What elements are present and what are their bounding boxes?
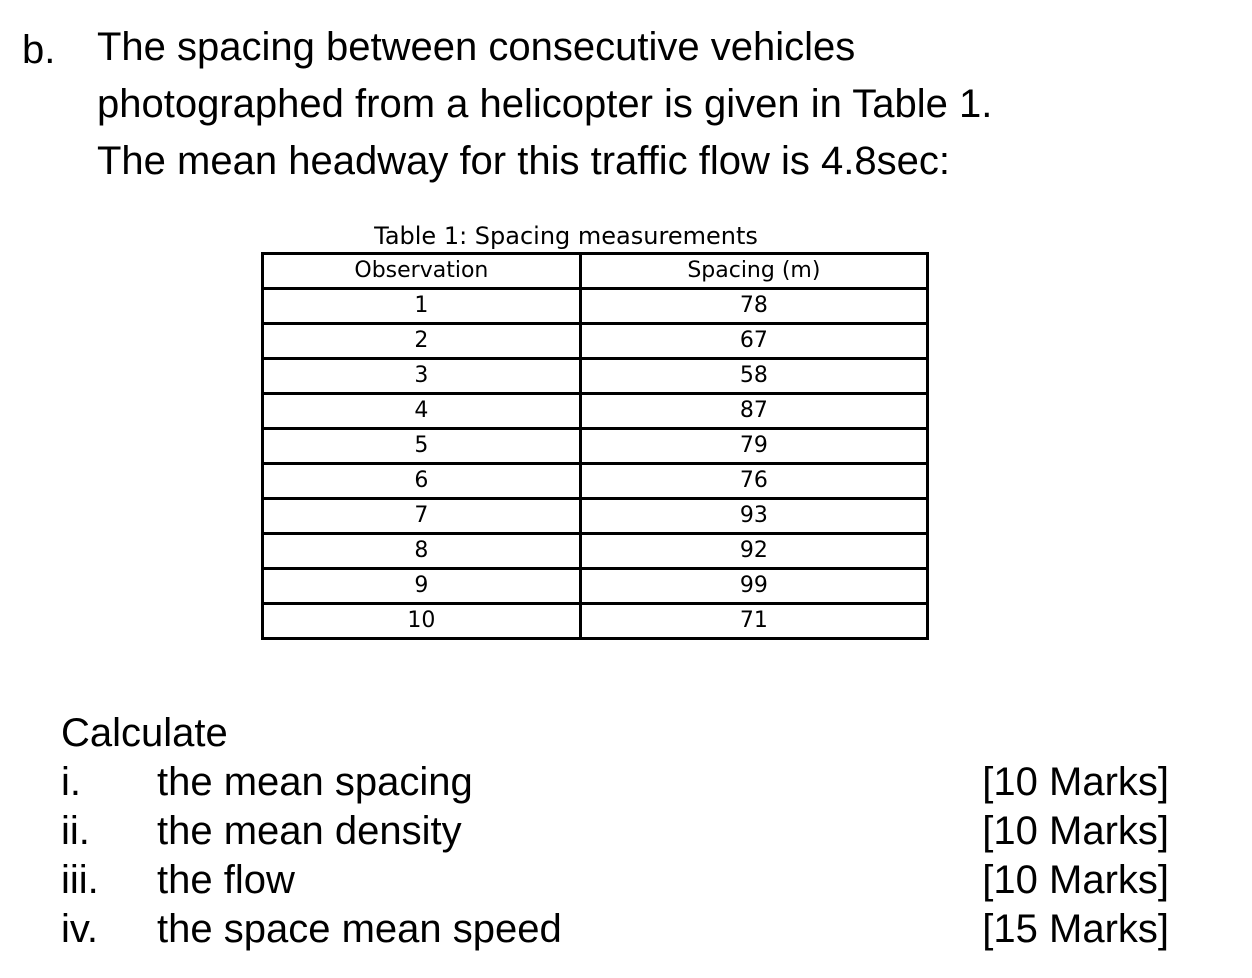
table-row bbox=[263, 429, 928, 464]
item-marks: [10 Marks] bbox=[982, 858, 1169, 902]
item-text: the mean spacing bbox=[157, 760, 473, 804]
table-row bbox=[263, 499, 928, 534]
item-marks: [10 Marks] bbox=[982, 809, 1169, 853]
question-line: The mean headway for this traffic flow is 4.8sec: bbox=[97, 139, 950, 183]
spacing-cell: 99 bbox=[580, 569, 927, 604]
table-row bbox=[263, 324, 928, 359]
spacing-cell: 76 bbox=[580, 464, 927, 499]
item-text: the mean density bbox=[157, 809, 462, 853]
list-item bbox=[61, 807, 1181, 856]
table-row bbox=[263, 604, 928, 639]
item-number: i. bbox=[61, 760, 81, 804]
table-row bbox=[263, 569, 928, 604]
list-item bbox=[61, 758, 1181, 807]
question-line: The spacing between consecutive vehicles bbox=[97, 25, 856, 69]
item-text: the flow bbox=[157, 858, 295, 902]
spacing-cell: 87 bbox=[580, 394, 927, 429]
spacing-cell: 67 bbox=[580, 324, 927, 359]
item-marks: [15 Marks] bbox=[982, 907, 1169, 951]
spacing-cell: 93 bbox=[580, 499, 927, 534]
observation-cell: 5 bbox=[263, 429, 581, 464]
item-text: the space mean speed bbox=[157, 907, 562, 951]
question-label: b. bbox=[22, 28, 56, 72]
list-item bbox=[61, 905, 1181, 954]
item-number: ii. bbox=[61, 809, 90, 853]
item-number: iii. bbox=[61, 858, 99, 902]
spacing-table bbox=[261, 252, 929, 640]
question-line: photographed from a helicopter is given in Table 1. bbox=[97, 82, 993, 126]
spacing-cell: 71 bbox=[580, 604, 927, 639]
spacing-header: Spacing (m) bbox=[580, 254, 927, 289]
observation-cell: 7 bbox=[263, 499, 581, 534]
list-item bbox=[61, 856, 1181, 905]
observation-cell: 9 bbox=[263, 569, 581, 604]
observation-cell: 3 bbox=[263, 359, 581, 394]
table-header-row bbox=[263, 254, 928, 289]
question-text bbox=[97, 19, 1197, 190]
item-number: iv. bbox=[61, 907, 99, 951]
item-marks: [10 Marks] bbox=[982, 760, 1169, 804]
observation-cell: 10 bbox=[263, 604, 581, 639]
observation-cell: 2 bbox=[263, 324, 581, 359]
table-row bbox=[263, 359, 928, 394]
observation-cell: 4 bbox=[263, 394, 581, 429]
observation-cell: 1 bbox=[263, 289, 581, 324]
observation-cell: 8 bbox=[263, 534, 581, 569]
table-row bbox=[263, 289, 928, 324]
spacing-cell: 58 bbox=[580, 359, 927, 394]
observation-header: Observation bbox=[263, 254, 581, 289]
table-caption: Table 1: Spacing measurements bbox=[374, 222, 758, 250]
observation-cell: 6 bbox=[263, 464, 581, 499]
calculate-list bbox=[61, 758, 1181, 954]
table-row bbox=[263, 394, 928, 429]
table-row bbox=[263, 464, 928, 499]
spacing-cell: 78 bbox=[580, 289, 927, 324]
spacing-cell: 79 bbox=[580, 429, 927, 464]
table-row bbox=[263, 534, 928, 569]
calculate-title: Calculate bbox=[61, 711, 228, 755]
spacing-cell: 92 bbox=[580, 534, 927, 569]
